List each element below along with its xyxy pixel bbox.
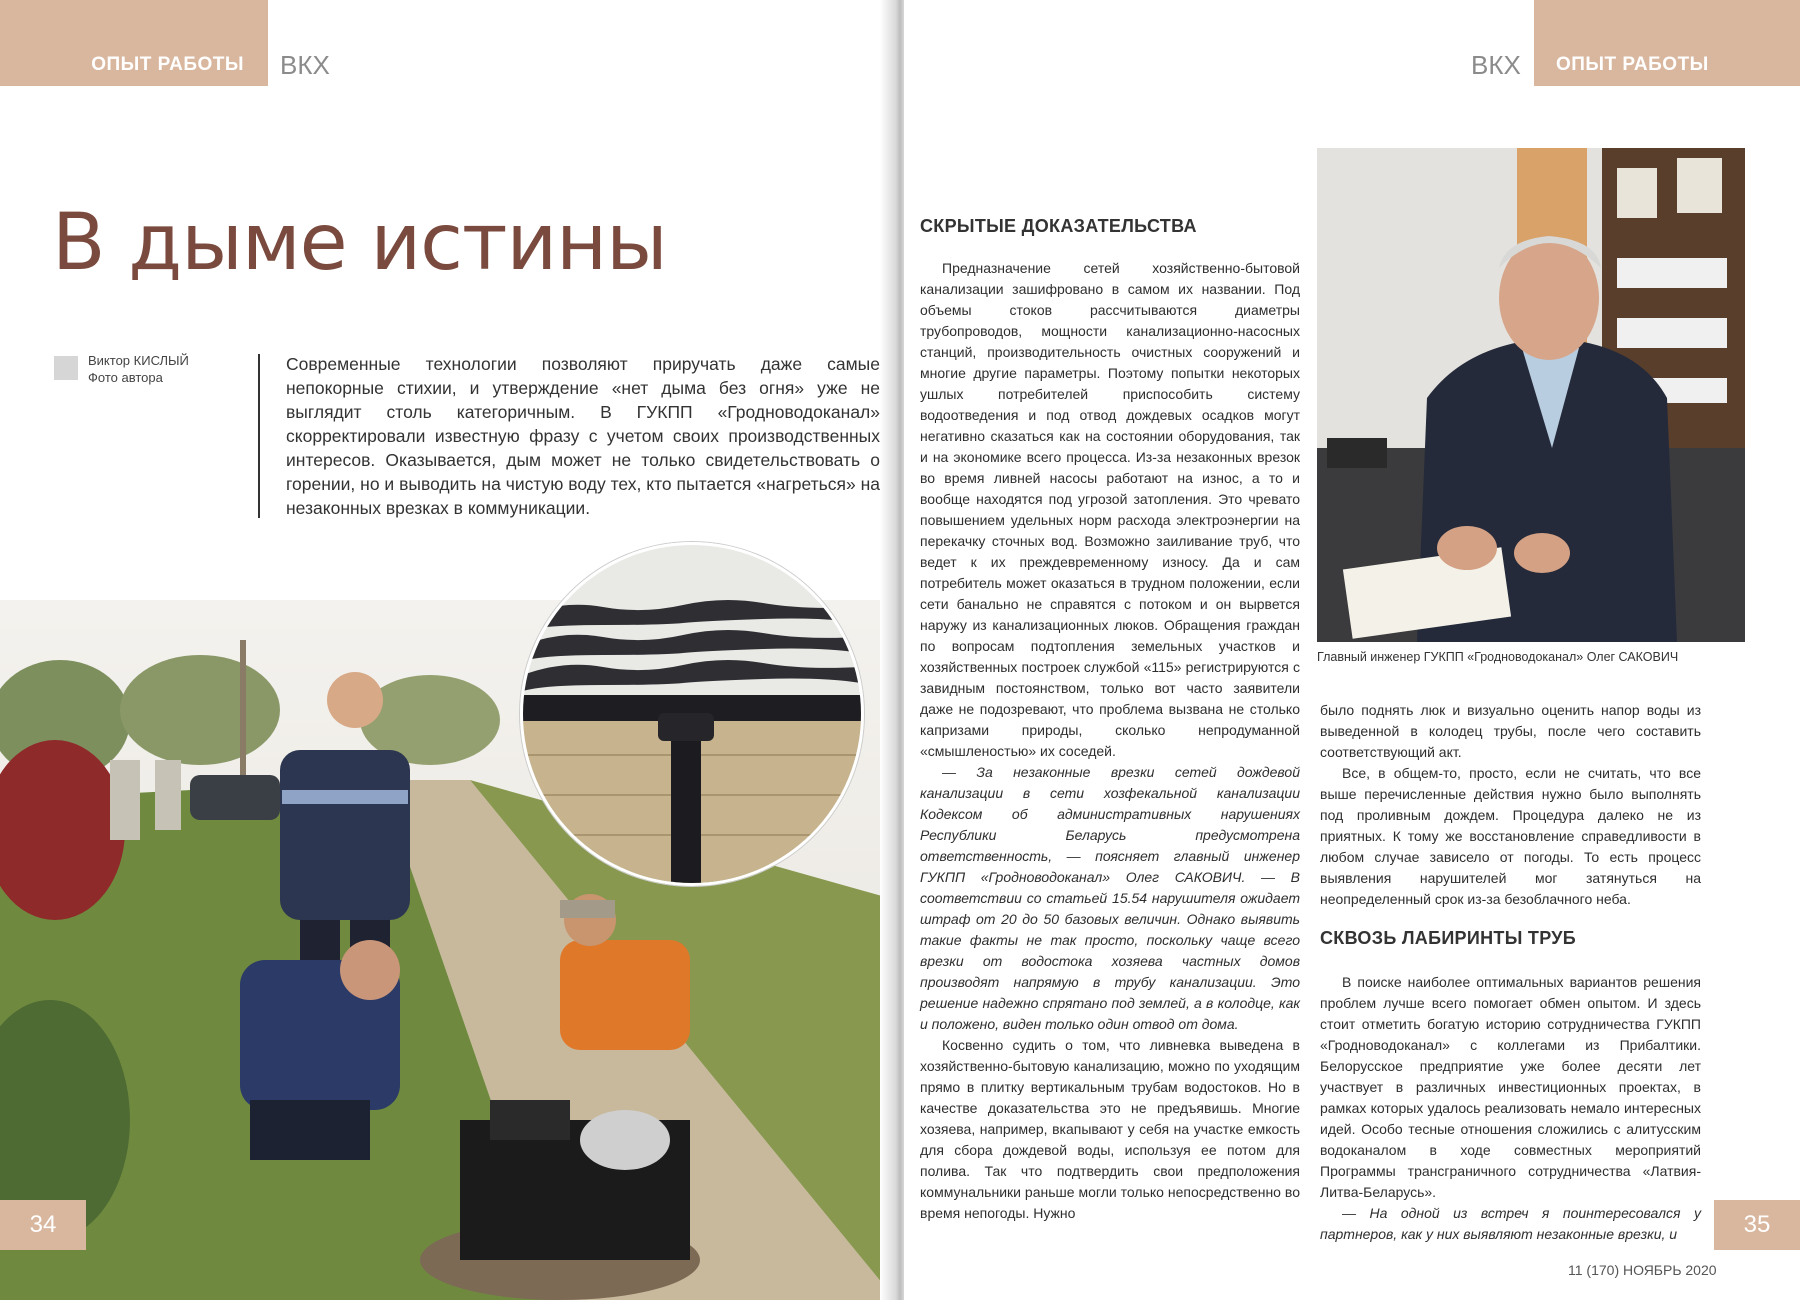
paragraph: было поднять люк и визуально оценить напор воды из выведенной в колодец трубы, после чего составить соответствующий акт. (1320, 702, 1701, 760)
paragraph: Косвенно судить о том, что ливневка выведена в хозяйственно-бытовую канализацию, можно по уходящим прямо в плитку вертикальным трубам водостоков. Но в качестве доказательства это не предъявишь. Многие хозяева, например, вкапывают у себя на участке емкость для сбора дождевой воды, используя ее потом для полива. Так что подтвердить свои предположения коммунальники раньше могли только непосредственно во время непогоды. Нужно (920, 1037, 1300, 1221)
photo-caption: Главный инженер ГУКПП «Гродноводоканал» Олег САКОВИЧ (1317, 650, 1679, 664)
text-column-1 (920, 258, 1300, 1224)
left-page (0, 0, 896, 1300)
right-page (904, 0, 1800, 1300)
subheading-pipe-labyrinths: СКВОЗЬ ЛАБИРИНТЫ ТРУБ (1320, 928, 1577, 948)
byline-marker (54, 356, 78, 380)
rubric-tab (1534, 0, 1800, 86)
paragraph: Предназначение сетей хозяйственно-бытовой канализации зашифровано в самом их названии. Под объемы стоков рассчитываются диаметры трубопроводов, мощности канализационно-насосных станций, производительность очистных сооружений и многие другие параметры. Поэтому попытки некоторых ушлых потребителей приспособить систему водоотведения и под отвод дождевых осадков могут негативно сказаться как на состоянии оборудования, так и на экономике всего процесса. Из-за незаконных врезок во время ливней насосы работают на износ, а то и вообще находятся под угрозой затопления. Это чревато повышением удельных норм расхода электроэнергии на перекачку сточных вод. Возможно заиливание труб, что ведет к их преждевременному износу. Да и сам потребитель может оказаться в трудном положении, если сети банально не справятся с потоком и он вырвется наружу из канализационных люков. Обращения граждан по вопросам подтопления земельных участков и хозяйственных построек службой «115» регистрируются с завидным постоянством, только вот часто заявители даже не подозревают, что проблема вызвана не столько капризами природы, сколько непродуманной «смышленостью» их соседей. (920, 260, 1300, 759)
quote-paragraph: — За незаконные врезки сетей дождевой канализации в сети хозфекальной канализации Кодексом об административных нарушениях Республики Беларусь предусмотрена ответственность, — поясняет главный инженер ГУКПП «Гродноводоканал» Олег САКОВИЧ. — В соответствии со статьей 15.54 нарушителя ожидает штраф от 20 до 50 базовых величин. Однако выявить такие факты не так просто, поскольку чаще всего врезки от водостока хозяева частных домов производят напрямую в трубу канализации. Это решение надежно спрятано под землей, а в колодце, как и положено, виден только один отвод от дома. (920, 764, 1300, 1032)
byline (54, 352, 189, 386)
quote-paragraph: — На одной из встреч я поинтересовался у партнеров, как у них выявляют незаконные врезки, и (1320, 1205, 1701, 1242)
section-label: ВКХ (1471, 50, 1521, 80)
text-column-2-continued (1320, 972, 1701, 1245)
lead-paragraph: Современные технологии позволяют приручать даже самые непокорные стихии, и утверждение «нет дыма без огня» уже не выглядит столь категоричным. В ГУКПП «Гродноводоканал» скорректировали известную фразу с учетом своих производственных интересов. Оказывается, дым может не только свидетельствовать о горении, но и выводить на чистую воду тех, кто пытается «нагреться» на незаконных врезках в коммуникации. (286, 354, 880, 518)
issue-info: 11 (170) НОЯБРЬ 2020 (1568, 1262, 1717, 1278)
subheading-hidden-evidence: СКРЫТЫЕ ДОКАЗАТЕЛЬСТВА (920, 216, 1197, 236)
lead-divider (258, 354, 260, 518)
photo-credit: Фото автора (88, 370, 163, 385)
page-number: 34 (0, 1200, 86, 1250)
rubric-label: ОПЫТ РАБОТЫ (1556, 54, 1709, 75)
section-label: ВКХ (280, 50, 330, 80)
paragraph: В поиске наиболее оптимальных вариантов решения проблем лучше всего помогает обмен опытом. И здесь стоит отметить богатую историю сотрудничества ГУКПП «Гродноводоканал» с коллегами из Прибалтики. Белорусское предприятие уже более десяти лет участвует в различных инвестиционных проектах, в рамках которых удалось реализовать немало интересных идей. Особо тесные отношения сложились с алитусским водоканалом в ходе совместных мероприятий Программы трансграничного сотрудничества «Латвия-Литва-Беларусь». (1320, 974, 1701, 1200)
author-name: Виктор КИСЛЫЙ (88, 353, 189, 368)
article-title: В дыме истины (52, 198, 667, 288)
rubric-tab (0, 0, 268, 86)
chief-engineer-portrait (1317, 148, 1745, 642)
rubric-label: ОПЫТ РАБОТЫ (91, 54, 244, 75)
paragraph: Все, в общем-то, просто, если не считать, что все выше перечисленные действия нужно было выполнять под проливным дождем. Процедура далеко не из приятных. К тому же восстановление справедливости в любом случае зависело от погоды. То есть процесс выявления нарушителей мог затянуться на неопределенный срок из-за безоблачного неба. (1320, 765, 1701, 907)
page-number: 35 (1714, 1200, 1800, 1250)
text-column-2 (1320, 700, 1701, 910)
gutter-inset-photo (520, 542, 864, 886)
